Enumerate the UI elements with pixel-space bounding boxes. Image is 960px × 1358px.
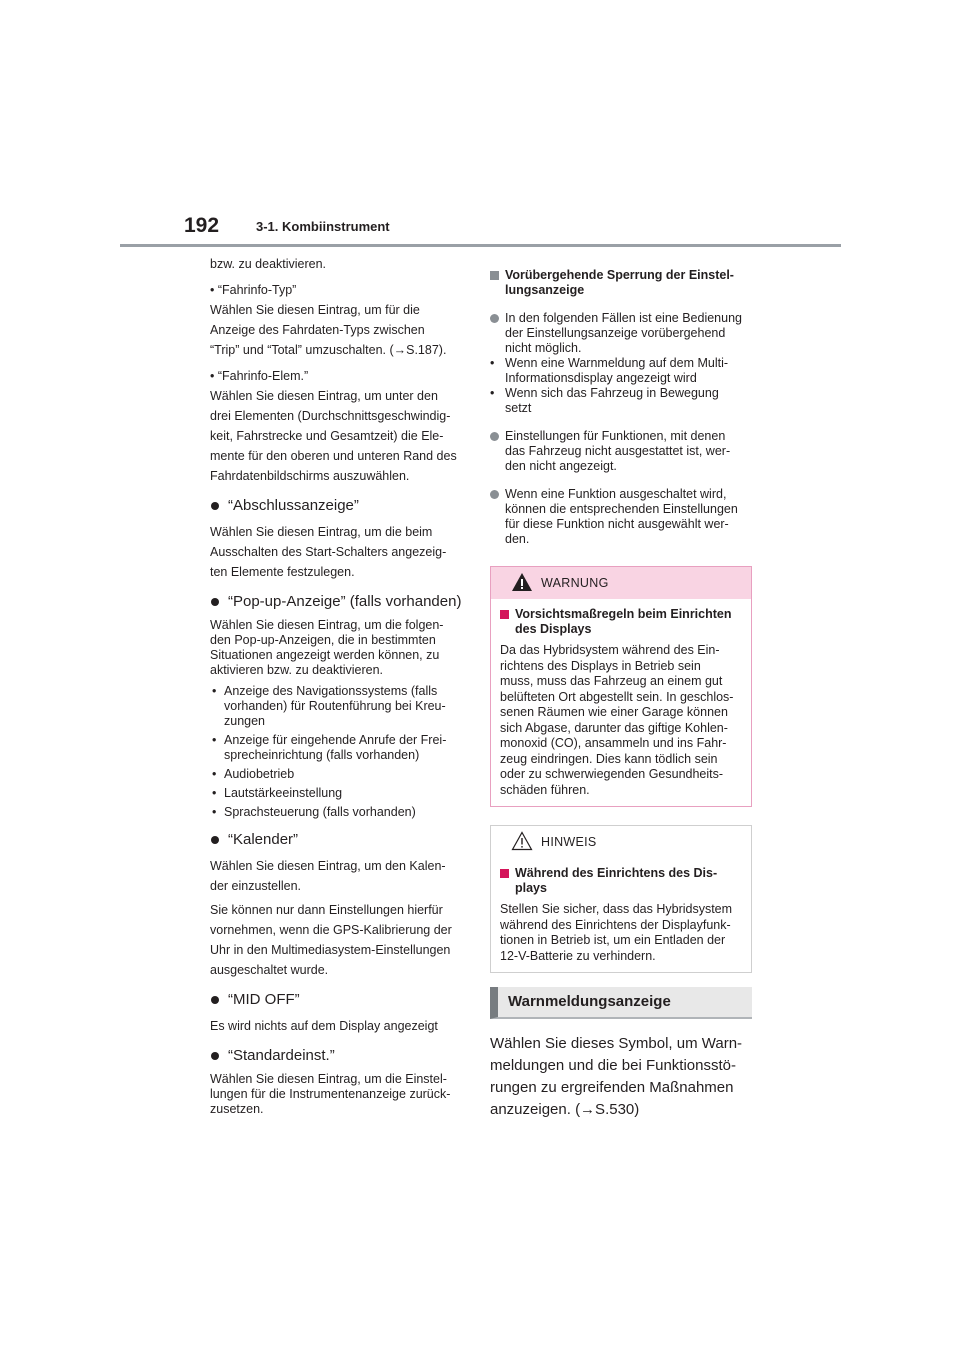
warning-heading (500, 607, 742, 637)
text-line: vornehmen, wenn die GPS-Kalibrierung der (210, 923, 452, 937)
text-line: der einzustellen. (210, 879, 302, 893)
text-line: mente für den oberen und unteren Rand des (210, 449, 457, 463)
text-line: Wählen Sie diesen Eintrag, um für die (210, 303, 420, 317)
text-line: Anzeige des Fahrdaten-Typs zwischen (210, 323, 425, 337)
list-item: • Wenn sich das Fahrzeug in Bewegung setzt (490, 386, 752, 416)
notice-box-header (491, 826, 751, 858)
text-line: den nicht angezeigt. (505, 459, 617, 473)
list-item: • Sprachsteuerung (falls vorhanden) (210, 805, 466, 820)
text-line: Wenn sich das Fahrzeug in Bewegung (505, 386, 719, 400)
text-line: zeug eindringen. Dies kann tödlich sein (500, 751, 718, 766)
header-rule (120, 244, 841, 247)
text-line: Wählen Sie diesen Eintrag, um die beim (210, 525, 433, 539)
text-line: In den folgenden Fällen ist eine Bedienung (505, 311, 742, 325)
text-line: rungen zu ergreifenden Maßnahmen (490, 1079, 734, 1096)
mid-off-text: Es wird nichts auf dem Display angezeigt (210, 1019, 438, 1033)
text-line: setzt (505, 401, 532, 415)
abschluss-heading: “Abschlussanzeige” (210, 496, 466, 516)
kalender-text (210, 856, 466, 980)
standard-text (210, 1072, 466, 1117)
text-line: belüfteten Ort abgestellt sein. In geschlos- (500, 689, 734, 704)
text-line: vorhanden) für Routenführung bei Kreu- (224, 699, 446, 713)
list-item: • Wenn eine Warnmeldung auf dem Multi- Informationsdisplay angezeigt wird (490, 356, 752, 386)
list-item: • Audiobetrieb (210, 767, 466, 782)
right-column (490, 268, 752, 1121)
text-line: lungsanzeige (505, 283, 585, 297)
text-line: den Pop-up-Anzeigen, die in bestimmten (210, 633, 436, 647)
text-line: lungen für die Instrumentenanzeige zurück- (210, 1087, 451, 1101)
text-line: Einstellungen für Funktionen, mit denen (505, 429, 726, 443)
fahrinfo-elem-title: • “Fahrinfo-Elem.” (210, 369, 309, 383)
warning-box (490, 566, 752, 807)
text-line: für diese Funktion nicht ausgewählt wer- (505, 517, 729, 531)
text-line: Wählen Sie diesen Eintrag, um die Einstel- (210, 1072, 447, 1086)
abschluss-text (210, 522, 466, 582)
text-line: nicht möglich. (505, 341, 582, 355)
text-line: monoxid (CO), ansammeln und ins Fahr- (500, 736, 727, 750)
warning-body (500, 643, 742, 798)
circle-marker-icon (490, 432, 499, 441)
intro-text: bzw. zu deaktivieren. (210, 257, 327, 271)
text-line: richtens des Displays in Betrieb sein (500, 658, 701, 673)
text-line: “Trip” und “Total” umzuschalten. (→S.187). (210, 343, 447, 357)
sperrung-heading (490, 268, 752, 298)
text-line: plays (515, 881, 547, 895)
text-line: keit, Fahrstrecke und Gesamtzeit) die Ele- (210, 429, 444, 443)
notice-body (500, 902, 742, 964)
text-line: sich Abgase, darunter das giftige Kohlen- (500, 720, 728, 735)
text-line: Anzeige für eingehende Anrufe der Frei- (224, 733, 447, 747)
text-line: tionen in Betrieb ist, um ein Entladen der (500, 933, 726, 947)
text-line: Wenn eine Funktion ausgeschaltet wird, (505, 487, 727, 501)
warning-title: WARNUNG (541, 576, 609, 590)
text-line: Informationsdisplay angezeigt wird (505, 371, 697, 385)
text-line: muss, muss das Fahrzeug an einem gut (500, 674, 723, 688)
notice-title: HINWEIS (541, 835, 597, 849)
text-line: ausgeschaltet wurde. (210, 963, 329, 977)
text-line: zungen (224, 714, 266, 728)
list-item: • Anzeige des Navigationssystems (falls vorhanden) für Routenführung bei Kreu- zungen (210, 684, 466, 729)
fahrinfo-elem-text (210, 386, 466, 486)
text-line: Uhr in den Multimediasystem-Einstellungen (210, 943, 451, 957)
text-line: Wählen Sie diesen Eintrag, um den Kalen- (210, 859, 446, 873)
kalender-heading: “Kalender” (210, 830, 466, 850)
text-line: des Displays (515, 622, 592, 636)
square-marker-icon (500, 610, 509, 619)
text-line: während des Einrichtens der Displayfunk- (500, 917, 731, 932)
text-line: Stellen Sie sicher, dass das Hybridsystem (500, 902, 733, 916)
text-line: oder zu schwerwiegenden Gesundheits- (500, 767, 724, 781)
warnmeldung-text (490, 1033, 752, 1121)
text-line: Da das Hybridsystem während des Ein- (500, 643, 720, 657)
list-item: • Anzeige für eingehende Anrufe der Frei- sprecheinrichtung (falls vorhanden) (210, 733, 466, 763)
text-line: zusetzen. (210, 1102, 264, 1116)
standard-heading: “Standardeinst.” (210, 1046, 466, 1066)
text-line: Anzeige des Navigationssystems (falls (224, 684, 438, 698)
text-line: können die entsprechenden Einstellungen (505, 502, 738, 516)
text-line: Wenn eine Warnmeldung auf dem Multi- (505, 356, 729, 370)
text-line: Wählen Sie dieses Symbol, um Warn- (490, 1035, 743, 1052)
square-marker-icon (490, 271, 499, 280)
left-column (210, 254, 466, 1117)
circle-marker-icon (490, 490, 499, 499)
text-line: Wählen Sie diesen Eintrag, um die folgen- (210, 618, 444, 632)
circle-marker-icon (490, 314, 499, 323)
text-line: ten Elemente festzulegen. (210, 565, 355, 579)
sperrung-item (490, 487, 752, 547)
text-line: Audiobetrieb (224, 767, 295, 781)
notice-box (490, 825, 752, 973)
text-line: Während des Einrichtens des Dis- (515, 866, 718, 880)
warnmeldung-title: Warnmeldungsanzeige (508, 993, 671, 1010)
text-line: Fahrdatenbildschirms auszuwählen. (210, 469, 410, 483)
notice-triangle-icon (511, 831, 533, 851)
text-line: Situationen angezeigt werden können, zu (210, 648, 440, 662)
square-marker-icon (500, 869, 509, 878)
text-line: anzuzeigen. (→S.530) (490, 1101, 640, 1118)
popup-text (210, 618, 466, 678)
text-line: Sie können nur dann Einstellungen hierfür (210, 903, 443, 917)
text-line: drei Elementen (Durchschnittsgeschwindig- (210, 409, 451, 423)
text-line: meldungen und die bei Funktionsstö- (490, 1057, 736, 1074)
text-line: Wählen Sie diesen Eintrag, um unter den (210, 389, 438, 403)
list-item: • Lautstärkeeinstellung (210, 786, 466, 801)
text-line: das Fahrzeug nicht ausgestattet ist, wer- (505, 444, 731, 458)
popup-heading: “Pop-up-Anzeige” (falls vorhanden) (210, 592, 466, 612)
text-line: Vorübergehende Sperrung der Einstel- (505, 268, 734, 282)
mid-off-heading: “MID OFF” (210, 990, 466, 1010)
text-line: Lautstärkeeinstellung (224, 786, 343, 800)
text-line: sprecheinrichtung (falls vorhanden) (224, 748, 420, 762)
text-line: Sprachsteuerung (falls vorhanden) (224, 805, 416, 819)
text-line: der Einstellungsanzeige vorübergehend (505, 326, 726, 340)
popup-list (210, 684, 466, 820)
text-line: den. (505, 532, 530, 546)
fahrinfo-typ-title: • “Fahrinfo-Typ” (210, 283, 297, 297)
warning-box-header (491, 567, 751, 599)
page-number: 192 (184, 214, 220, 237)
warnmeldung-section-bar (490, 987, 752, 1019)
sperrung-item (490, 429, 752, 474)
sperrung-item (490, 311, 752, 356)
text-line: Ausschalten des Start-Schalters angezeig- (210, 545, 447, 559)
section-title: 3-1. Kombiinstrument (256, 219, 390, 234)
text-line: senen Räumen wie einer Garage können (500, 705, 728, 719)
text-line: 12-V-Batterie zu verhindern. (500, 948, 656, 963)
text-line: Vorsichtsmaßregeln beim Einrichten (515, 607, 732, 621)
warning-triangle-icon (511, 572, 533, 592)
fahrinfo-typ-text (210, 300, 466, 360)
sperrung-sublist (490, 356, 752, 416)
text-line: schäden führen. (500, 782, 590, 797)
notice-heading (500, 866, 742, 896)
text-line: aktivieren bzw. zu deaktivieren. (210, 663, 384, 677)
